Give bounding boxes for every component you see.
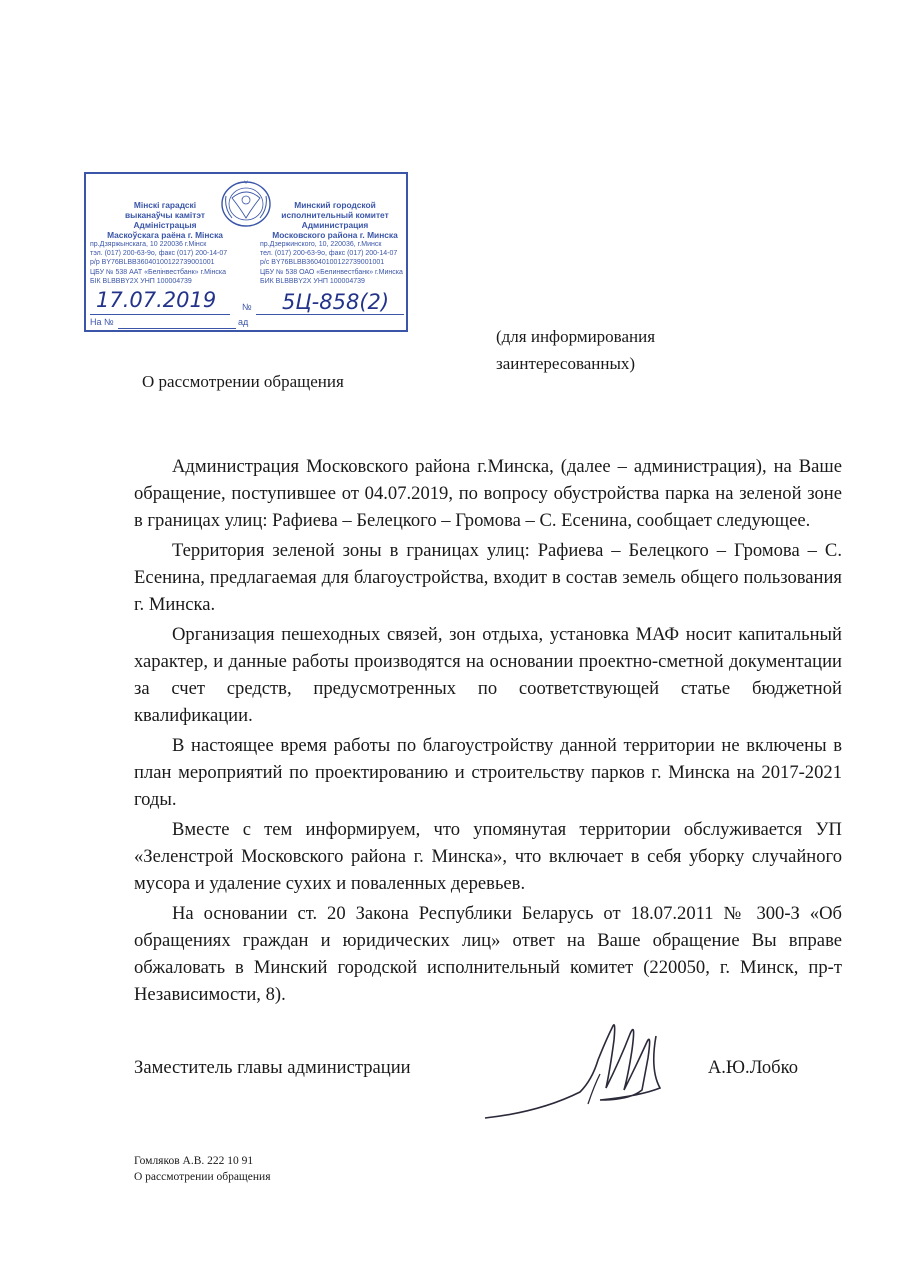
signatory-title: Заместитель главы администрации	[134, 1057, 411, 1078]
signatory-name: А.Ю.Лобко	[707, 1057, 798, 1078]
stamp-by-header-1: Мінскі гарадскі	[133, 200, 197, 210]
stamp-russian-column	[260, 200, 410, 286]
letter-body	[134, 453, 842, 1011]
stamp-by-line: пр.Дзяржынскага, 10 220036 г.Мінск	[90, 241, 207, 248]
recipient-line-1: (для информирования	[496, 327, 656, 346]
stamp-ru-line: тел. (017) 200-63-9о, факс (017) 200-14-07	[260, 250, 398, 258]
recipient-note	[496, 323, 655, 377]
paragraph: На основании ст. 20 Закона Республики Беларусь от 18.07.2011 № 300-З «Об обращениях граждан и юридических лиц» ответ на Ваше обращение Вы вправе обжаловать в Минский городской исполнительный комитет (220050, г. Минск, пр-т Независимости, 8).	[134, 903, 842, 1005]
stamp-na-label: На №	[90, 317, 114, 327]
stamp-by-line: р/р BY76BLBB36040100122739001001	[90, 259, 215, 267]
stamp-by-line: тэл. (017) 200-63-9о, факс (017) 200-14-07	[90, 250, 228, 258]
letter-subject: О рассмотрении обращения	[142, 372, 344, 391]
registration-stamp	[84, 172, 408, 332]
recipient-line-2: заинтересованных)	[496, 354, 636, 373]
stamp-ru-header-4: Московского района г. Минска	[272, 230, 398, 240]
executor-footer	[134, 1153, 271, 1185]
stamp-number-sign: №	[242, 302, 252, 312]
stamp-ad-label: ад	[238, 317, 249, 327]
paragraph: Администрация Московского района г.Минска, (далее – администрация), на Ваше обращение, поступившее от 04.07.2019, по вопросу обустройства парка на зеленой зоне в границах улиц: Рафиева – Белецкого – Громова – С. Есенина, сообщает следующее.	[134, 456, 842, 531]
paragraph: Вместе с тем информируем, что упомянутая территории обслуживается УП «Зеленстрой Московского района г. Минска», что включает в себя уборку случайного мусора и удаление сухих и поваленных деревьев.	[134, 819, 842, 894]
stamp-ru-line: БИК BLBBBY2X УНП 100004739	[260, 277, 365, 285]
paragraph: В настоящее время работы по благоустройству данной территории не включены в план мероприятий по проектированию и строительству парков г. Минска на 2017-2021 годы.	[134, 735, 842, 810]
stamp-by-line: ЦБУ № 538 ААТ «Белінвестбанк» г.Мінска	[90, 268, 226, 276]
paragraph: Территория зеленой зоны в границах улиц: Рафиева – Белецкого – Громова – С. Есенина, предлагаемая для благоустройства, входит в состав земель общего пользования г. Минска.	[134, 540, 842, 615]
stamp-ru-header-3: Администрация	[301, 220, 369, 230]
stamp-by-line: БІК BLBBBY2X УНП 100004739	[90, 277, 192, 285]
stamp-by-header-4: Маскоўскага раёна г. Мінска	[107, 230, 223, 240]
stamp-ru-line: р/с BY76BLBB36040100122739001001	[260, 259, 385, 267]
handwritten-signature	[480, 1000, 680, 1130]
handwritten-number: 5Ц-858(2)	[282, 290, 390, 314]
stamp-na-underline	[118, 317, 236, 329]
stamp-belarusian-column	[90, 200, 240, 286]
stamp-by-header-3: Адміністрацыя	[133, 220, 197, 230]
paragraph: Организация пешеходных связей, зон отдыха, установка МАФ носит капитальный характер, и данные работы производятся на основании проектно-сметной документации за счет средств, предусмотренных по соответствующей статье бюджетной квалификации.	[134, 624, 842, 726]
stamp-ru-header-1: Минский городской	[294, 200, 376, 210]
stamp-ru-line: ЦБУ № 538 ОАО «Белинвестбанк» г.Минска	[260, 268, 403, 276]
stamp-ru-line: пр.Дзержинского, 10, 220036, г.Минск	[260, 241, 382, 248]
stamp-by-header-2: выканаўчы камітэт	[125, 210, 205, 220]
executor-contact: Гомляков А.В. 222 10 91	[134, 1155, 254, 1167]
document-reference: О рассмотрении обращения	[134, 1171, 271, 1183]
handwritten-date: 17.07.2019	[96, 288, 217, 312]
stamp-ru-header-2: исполнительный комитет	[281, 210, 389, 220]
